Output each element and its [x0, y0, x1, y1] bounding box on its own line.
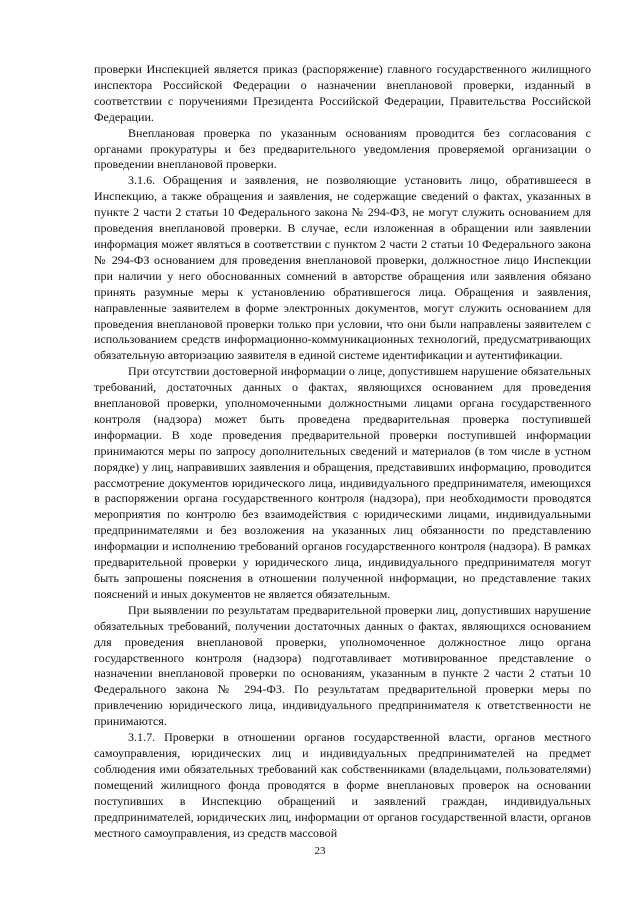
paragraph-3-1-7: 3.1.7. Проверки в отношении органов государственной власти, органов местного самоуправления, юридических лиц и индивидуальных предпринимателей на предмет соблюдения ими обязательных требований как собственниками (владельцами, пользователями) помещений жилищного фонда проводятся в форме внеплановых проверок на основании поступивших в Инспекцию обращений и заявлений граждан, индивидуальных предпринимателей, юридических лиц, информации от органов государственной власти, органов местного самоуправления, из средств массовой: [94, 730, 591, 840]
page-number: 23: [314, 845, 326, 857]
paragraph-preliminary-check: При отсутствии достоверной информации о лице, допустившем нарушение обязательных требований, достаточных данных о фактах, являющихся основанием для проведения внеплановой проверки, уполномоченными должностными лицами органа государственного контроля (надзора) может быть проведена предварительная проверка поступившей информации. В ходе проведения предварительной проверки поступившей информации принимаются меры по запросу дополнительных сведений и материалов (в том числе в устном порядке) у лиц, направивших заявления и обращения, представивших информацию, проводится рассмотрение документов юридического лица, индивидуального предпринимателя, имеющихся в распоряжении органа государственного контроля (надзора), при необходимости проводятся мероприятия по контролю без взаимодействия с юридическими лицами, индивидуальными предпринимателями и без возложения на указанных лиц обязанности по представлению информации и исполнению требований органов государственного контроля (надзора). В рамках предварительной проверки у юридического лица, индивидуального предпринимателя могут быть запрошены пояснения в отношении полученной информации, но представление таких пояснений и иных документов не является обязательным.: [94, 364, 591, 601]
paragraph-unscheduled-inspection: Внеплановая проверка по указанным основаниям проводится без согласования с органами прокуратуры и без предварительного уведомления проверяемой организации о проведении внеплановой проверки.: [94, 125, 591, 172]
paragraph-continuation: проверки Инспекцией является приказ (распоряжение) главного государственного жилищного инспектора Российской Федерации о назначении внеплановой проверки, изданный в соответствии с поручениями Президента Российской Федерации, Правительства Российской Федерации.: [94, 62, 591, 124]
paragraph-check-results: При выявлении по результатам предварительной проверки лиц, допустивших нарушение обязательных требований, получении достаточных данных о фактах, являющихся основанием для проведения внеплановой проверки, уполномоченное должностное лицо органа государственного контроля (надзора) подготавливает мотивированное представление о назначении внеплановой проверки по основаниям, указанным в пункте 2 части 2 статьи 10 Федерального закона № 294-ФЗ. По результатам предварительной проверки меры по привлечению юридического лица, индивидуального предпринимателя к ответственности не принимаются.: [94, 602, 591, 729]
paragraph-3-1-6: 3.1.6. Обращения и заявления, не позволяющие установить лицо, обратившееся в Инспекцию, а также обращения и заявления, не содержащие сведений о фактах, указанных в пункте 2 части 2 статьи 10 Федерального закона № 294-ФЗ, не могут служить основанием для проведения внеплановой проверки. В случае, если изложенная в обращении или заявлении информация может являться в соответствии с пунктом 2 части 2 статьи 10 Федерального закона № 294-ФЗ основанием для проведения внеплановой проверки, должностное лицо Инспекции при наличии у него обоснованных сомнений в авторстве обращения или заявления обязано принять разумные меры к установлению обратившегося лица. Обращения и заявления, направленные заявителем в форме электронных документов, могут служить основанием для проведения внеплановой проверки только при условии, что они были направлены заявителем с использованием средств информационно-коммуникационных технологий, предусматривающих обязательную авторизацию заявителя в единой системе идентификации и аутентификации.: [94, 173, 591, 363]
document-body: [94, 62, 591, 841]
